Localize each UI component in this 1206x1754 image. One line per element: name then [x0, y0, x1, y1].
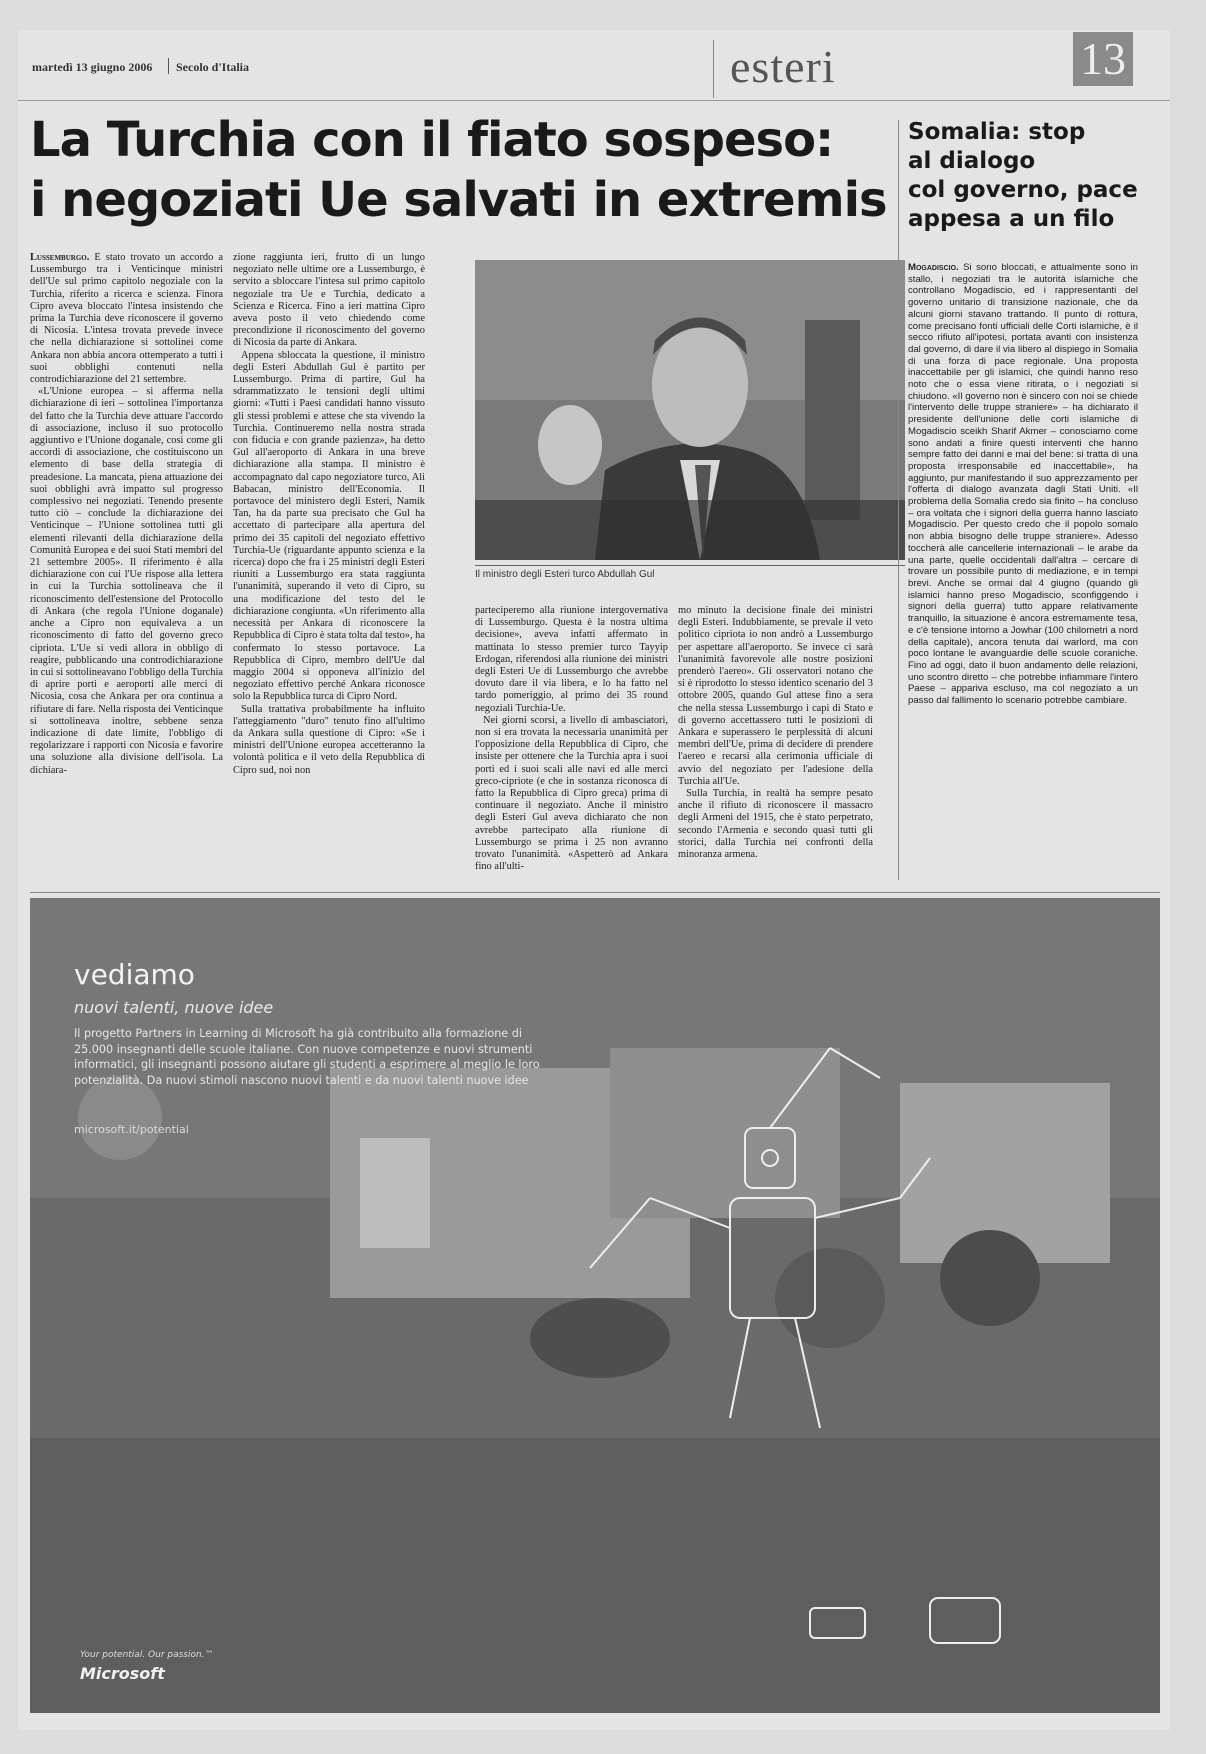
- sidebar-title: [908, 118, 1138, 234]
- article-title-line-1: La Turchia con il fiato sospeso:: [30, 112, 834, 168]
- article-dateline: Lussemburgo.: [30, 252, 90, 263]
- ad-body: Il progetto Partners in Learning di Microsoft ha già contribuito alla formazione di 25.000 insegnanti delle scuole italiane. Con nuove competenze e nuovi strumenti informatici, gli insegnanti possono aiutare gli studenti a esprimere al meglio le loro potenzialità. Da nuovi stimoli nascono nuovi talenti e da nuovi talenti nuove idee: [74, 1027, 540, 1087]
- article-col2-paragraph-3: Sulla trattativa probabilmente ha influito l'atteggiamento "duro" tenuto fino all'ultimo da Ankara sulla questione di Cipro: «Se i ministri dell'Unione europea accetteranno la volontà politica e il veto della Repubblica di Cipro sud, noi non: [233, 703, 425, 776]
- article-column-3: [475, 605, 668, 880]
- article-col1-paragraph-2: «L'Unione europea – si afferma nella dichiarazione di ieri – sottolinea l'importanza del fatto che la Turchia deve attuare l'accordo di associazione, incluso il suo protocollo aggiuntivo e l'Unione doganale, così come gli accordi di associazione, che costituiscono un elemento di base della strategia di preadesione. La mancata, piena attuazione dei suoi obblighi avrà impatto sul progresso complessivo nei negoziati. Tenendo presente tutto ciò – conclude la dichiarazione dei Venticinque – l'Unione sottolinea tutti gli elementi rilevanti della dichiarazione della Comunità Europea e dei suoi Stati membri del 21 settembre 2005». Il riferimento è alla dichiarazione con cui l'Ue rispose alla lettera in cui la Turchia sottolineava che il riconoscimento dell'estensione del Protocollo di Ankara (che regola l'Unione doganale) anche a Cipro non equivaleva a un riconoscimento di fatto del governo greco cipriota. L'Ue si vedi allora in obbligo di reagire, pubblicando una controdichiarazione in cui si sottolineavano l'obbligo della Turchia di aprire porti e aeroporti alle merci di Nicosia, cosa che Ankara per ora continua a rifiutare di fare. Nella risposta dei Venticinque si sottolineava inoltre, sebbene senza indicazione di date limite, l'obbligo di regolarizzare i rapporti con Nicosia e favorire una soluzione alla divisione dell'isola. La dichiara-: [30, 386, 223, 776]
- article-col4-paragraph-2: Sulla Turchia, in realtà ha sempre pesato anche il rifiuto di riconoscere il massacro degli Armeni del 1915, che è stato perpetrato, secondo l'Armenia e secondo quasi tutti gli storici, dalla Turchia nei confronti della minoranza armena.: [678, 788, 873, 861]
- article-col3-text: parteciperemo alla riunione intergovernativa di Lussemburgo. Questa è la nostra ultima decisione», aveva infatti affermato in mattinata lo stesso premier turco Tayyip Erdogan, riferendosi alla riunione dei ministri degli Esteri Ue di Lussemburgo che avrebbe dovuto dare il via libera, e lo ha fatto nel tardo pomeriggio, al primo dei 35 round negoziali Turchia-Ue.: [475, 605, 668, 714]
- sidebar-body: [908, 262, 1138, 880]
- ad-subheadline: nuovi talenti, nuove idee: [74, 998, 274, 1017]
- newspaper-name: Secolo d'Italia: [176, 60, 250, 74]
- article-col3-paragraph-2: Nei giorni scorsi, a livello di ambasciatori, non si era trovata la necessaria unanimità per l'opposizione della Repubblica di Cipro, che insiste per ottenere che la Turchia apra i suoi porti ed i suoi scali alle navi ed alle merci greco-cipriote (e che in sostanza riconosca di fatto la Repubblica di Cipro greca) prima di continuare il negoziato. Anche il ministro degli Esteri Gul aveva dichiarato che non avrebbe partecipato alla riunione di Lussemburgo se prima i 25 non avranno trovato l'unanimità. «Aspetterò ad Ankara fino all'ulti-: [475, 714, 668, 873]
- microsoft-advertisement: [30, 898, 1160, 1713]
- microsoft-logo: Microsoft: [80, 1664, 165, 1683]
- sidebar-dateline: Mogadiscio.: [908, 262, 959, 273]
- header-separator: [168, 58, 169, 74]
- issue-date: martedì 13 giugno 2006: [32, 60, 153, 74]
- article-col1-text: È stato trovato un accordo a Lussemburgo tra i Venticinque ministri dell'Ue sul primo capitolo negoziale con la Turchia, riferito a ricerca e scienza. Finora Cipro aveva bloccato l'intesa insistendo che prima la Turchia deve riconoscere il governo di Nicosia. L'intesa trovata prevede invece che nella dichiarazione si sottolinei come Ankara non abbia ancora ottemperato a tutti i suoi obblighi contenuti nella controdichiarazione del 21 settembre.: [30, 252, 223, 386]
- article-col2-paragraph-2: Appena sbloccata la questione, il ministro degli Esteri Abdullah Gul è partito per Lussemburgo. Prima di partire, Gul ha sdrammatizzato le tensioni degli ultimi giorni: «Tutti i Paesi candidati hanno vissuto gli stessi problemi e attese che sta vivendo la Turchia. Continueremo nella nostra strada con fiducia e con grande pazienza», ha detto Gul all'aeroporto di Ankara in una breve dichiarazione alla stampa. Il ministro è accompagnato dal capo negoziatore turco, Ali Babacan, ministro dell'Economia. Il portavoce del ministero degli Esteri, Namik Tan, ha da parte sua precisato che Gul ha accettato di partecipare alla apertura del primo dei 35 capitoli del negoziato effettivo Turchia-Ue (riguardante appunto scienza e la ricerca) dopo che fra i 25 ministri degli Esteri riuniti a Lussemburgo era stata raggiunta l'unanimità, superando il veto di Cipro, su una modificazione del testo del le dichiarazione congiunta. «Un riferimento alla necessità per Ankara di riconoscere la Repubblica di Cipro è stata tolta dal testo», ha confermato lo stesso portavoce. La Repubblica di Cipro, membro dell'Ue dal maggio 2004 si opponeva all'inizio del negoziato effettivo perché Ankara riconosce solo la Repubblica turca di Cipro Nord.: [233, 349, 425, 703]
- ad-url: microsoft.it/potential: [74, 1123, 189, 1136]
- article-title: [30, 110, 890, 230]
- ad-headline: vediamo: [74, 958, 195, 991]
- sidebar-title-line-2: al dialogo: [908, 148, 1036, 174]
- article-column-2: [233, 252, 425, 880]
- classroom-illustration: [30, 898, 1160, 1713]
- sidebar-text: Si sono bloccati, e attualmente sono in stallo, i negoziati tra le autorità islamiche che controllano Mogadiscio, ed i rappresentanti del governo unitario di transizione nazionale, che da alcuni giorni stavano trattando. Il punto di rottura, come precisano fonti ufficiali delle Corti islamiche, è il secco rifiuto all'ipotesi, portata avanti con insistenza dal governo, di dare il via libero al dispiego in Somalia di una forza di pace regionale. Una proposta inaccettabile per gli islamici, che quindi hanno reso noto che o essa viene ritirata, o i negoziati si chiudono. «Il governo non è sincero con noi se chiede l'intervento delle truppe straniere» – ha dichiarato il presidente dell'unione delle corti islamiche di Mogadiscio sceikh Sharif Akmer – conosciamo come sono andati a finire questi interventi che hanno sempre fatto dei danni e mai del bene: si tratta di una proposta irresponsabile ed inaccettabile», ha aggiunto, pur manifestando il suo apprezzamento per l'offerta di dialogo avanzata dagli Stati Uniti. «Il problema della Somalia credo sia finito – ha concluso – ora voltata che i signori della guerra hanno lasciato Mogadiscio. Per questo credo che il popolo somalo non abbia bisogno delle truppe straniere». Adesso toccherà alle cancellerie internazionali – le arabe da una parte, quelle occidentali dall'altra – cercare di trovare un possibile punto di mediazione, e in tempi brevi. Anche se ormai dal 4 giugno (quando gli islamici hanno preso Mogadiscio, sconfiggendo i signori della guerra) tutto appare relativamente tranquillo, la situazione è ancora estremamente tesa, e c'è tensione intorno a Jowhar (100 chilometri a nord della capitale), ancora tenuta dai warlord, ma con poco lontane le avanguardie delle scuole coraniche. Fino ad oggi, dato il buon andamento delle relazioni, uno scontro diretto – che potrebbe infiammare l'intero Paese – appariva escluso, ma col negoziato a un passo dal fallimento lo scenario potrebbe cambiare.: [908, 262, 1138, 707]
- article-column-1: [30, 252, 223, 880]
- article-column-4: [678, 605, 873, 880]
- photo-caption: Il ministro degli Esteri turco Abdullah Gul: [475, 565, 905, 580]
- page-header: [18, 30, 1170, 101]
- photo-illustration: [475, 260, 905, 560]
- sidebar-rule: [898, 120, 899, 880]
- ad-tagline: Your potential. Our passion.™: [80, 1650, 214, 1660]
- sidebar-title-line-4: appesa a un filo: [908, 206, 1115, 232]
- article-col2-text: zione raggiunta ieri, frutto di un lungo negoziato nelle ultime ore a Lussemburgo, è servito a sbloccare l'intesa sul primo capitolo negoziale tra Ue e Turchia, dedicato a Scienza e Ricerca. Fino a ieri mattina Cipro aveva posto il veto chiedendo come precondizione il riconoscimento del governo di Nicosia da parte di Ankara.: [233, 252, 425, 349]
- newspaper-page: [18, 30, 1170, 1730]
- article-col4-text: mo minuto la decisione finale dei ministri degli Esteri. Indubbiamente, se prevale il veto politico cipriota io non andrò a Lussemburgo per aspettare all'aeroporto. Se invece ci sarà l'unanimità favorevole alle nostre posizioni prenderò l'aereo». Gli osservatori notano che si è riprodotto lo stesso identico scenario del 3 ottobre 2005, quando Gul attese fino a sera che nella stessa Lussemburgo i capi di Stato e di governo accettassero tutti le posizioni di Ankara e superassero le perplessità di alcuni membri dell'Ue, prima di decidere di prendere l'aereo e recarsi alla cerimonia ufficiale di avvio del negoziato per l'adesione della Turchia all'Ue.: [678, 605, 873, 787]
- sidebar-title-line-3: col governo, pace: [908, 177, 1138, 203]
- article-title-line-2: i negoziati Ue salvati in extremis: [30, 172, 887, 228]
- minister-photo: [475, 260, 905, 560]
- header-divider: [713, 40, 714, 98]
- section-name: esteri: [730, 41, 836, 92]
- sidebar-title-line-1: Somalia: stop: [908, 119, 1086, 145]
- ad-separator: [30, 892, 1160, 893]
- page-number: 13: [1073, 32, 1133, 86]
